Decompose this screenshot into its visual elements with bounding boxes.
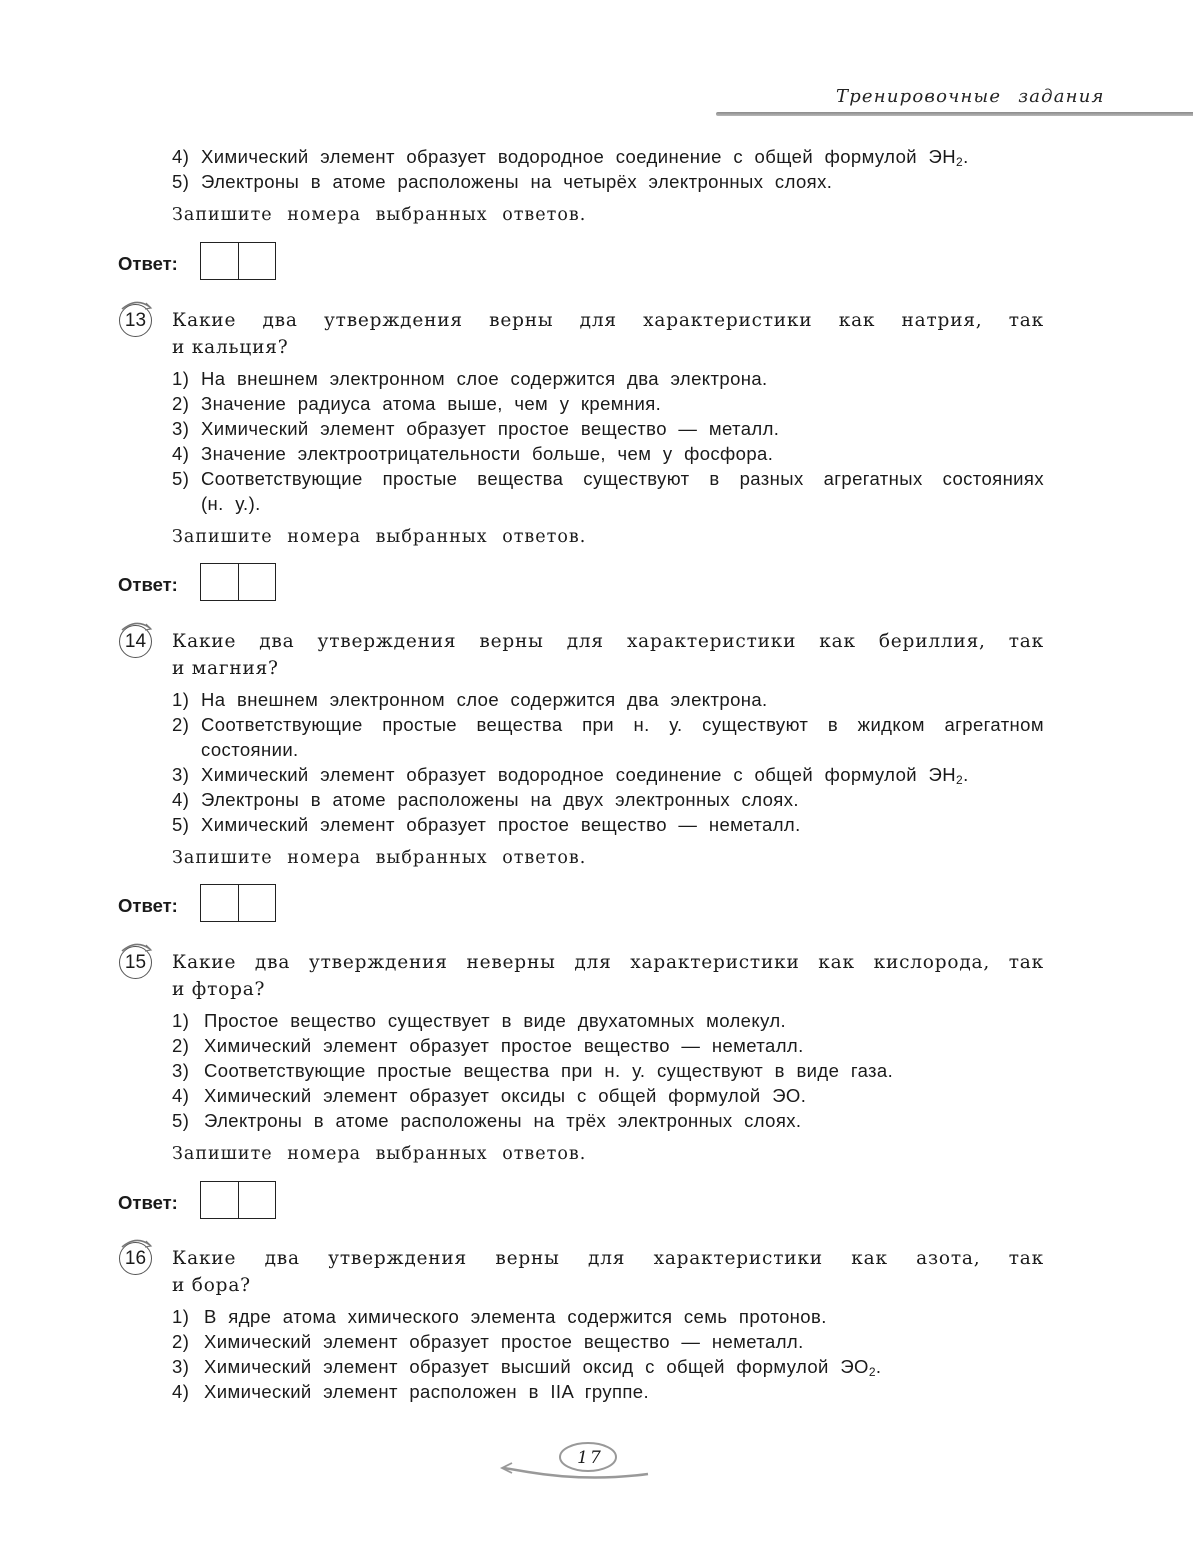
list-item: 5) Химический элемент образует простое вещество — неметалл. (172, 814, 801, 835)
question-text: Какие два утверждения неверны для характеристики как кислорода, так и фтора? (172, 952, 1044, 1000)
answer-label: Ответ: (118, 1192, 178, 1213)
answer-cell[interactable] (238, 1182, 276, 1218)
list-item: 2) Соответствующие простые вещества при н. у. существуют в жидком агрегатном (172, 714, 1044, 735)
question-number: 15 (119, 946, 152, 979)
question-number: 14 (119, 625, 152, 658)
list-item: 2) Химический элемент образует простое вещество — неметалл. (172, 1331, 804, 1352)
page-number: 17 (577, 1448, 603, 1468)
list-item: 3) Химический элемент образует водородное соединение с общей формулой $ЭН_2$. (172, 764, 969, 787)
answer-box[interactable] (200, 884, 276, 922)
running-header: Тренировочные задания (836, 86, 1105, 107)
cycle-arrow-icon (116, 299, 156, 311)
answer-cell[interactable] (238, 243, 276, 279)
answer-box[interactable] (200, 242, 276, 280)
list-item: 3) Химический элемент образует простое вещество — металл. (172, 418, 780, 439)
answer-cell[interactable] (238, 885, 276, 921)
question-number: 16 (119, 1242, 152, 1275)
list-item: 5) Соответствующие простые вещества существуют в разных агрегатных состояниях (172, 468, 1044, 489)
list-item-continuation: (н. у.). (201, 493, 261, 514)
instruction: Запишите номера выбранных ответов. (172, 527, 587, 547)
list-item: 1) В ядре атома химического элемента содержится семь протонов. (172, 1306, 827, 1327)
answer-label: Ответ: (118, 895, 178, 916)
instruction: Запишите номера выбранных ответов. (172, 848, 587, 868)
question-text: Какие два утверждения верны для характеристики как бериллия, так и магния? (172, 631, 1044, 679)
list-item: 1) Простое вещество существует в виде двухатомных молекул. (172, 1010, 787, 1031)
answer-label: Ответ: (118, 574, 178, 595)
cycle-arrow-icon (116, 620, 156, 632)
answer-cell[interactable] (201, 885, 238, 921)
list-item: 2) Химический элемент образует простое вещество — неметалл. (172, 1035, 804, 1056)
answer-cell[interactable] (201, 564, 238, 600)
question-text: Какие два утверждения верны для характеристики как азота, так и бора? (172, 1248, 1044, 1296)
answer-label: Ответ: (118, 253, 178, 274)
list-item: 5) Электроны в атоме расположены на трёх электронных слоях. (172, 1110, 802, 1131)
list-item: 4) Химический элемент образует оксиды с общей формулой ЭО. (172, 1085, 807, 1106)
list-item-continuation: состоянии. (201, 739, 299, 760)
instruction: Запишите номера выбранных ответов. (172, 1144, 587, 1164)
list-item: 1) На внешнем электронном слое содержится два электрона. (172, 368, 768, 389)
answer-cell[interactable] (201, 1182, 238, 1218)
cycle-arrow-icon (116, 941, 156, 953)
list-item: 5) Электроны в атоме расположены на четырёх электронных слоях. (172, 171, 833, 192)
list-item: 4) Электроны в атоме расположены на двух электронных слоях. (172, 789, 799, 810)
question-number: 13 (119, 304, 152, 337)
list-item: 2) Значение радиуса атома выше, чем у кремния. (172, 393, 662, 414)
list-item: 4) Химический элемент расположен в IIA группе. (172, 1381, 650, 1402)
answer-box[interactable] (200, 563, 276, 601)
list-item: 4) Химический элемент образует водородное соединение с общей формулой $ЭН_2$. (172, 146, 969, 169)
header-rule (716, 112, 1193, 116)
list-item: 3) Химический элемент образует высший оксид с общей формулой $ЭО_2$. (172, 1356, 882, 1379)
list-item: 1) На внешнем электронном слое содержится два электрона. (172, 689, 768, 710)
instruction: Запишите номера выбранных ответов. (172, 205, 587, 225)
answer-cell[interactable] (238, 564, 276, 600)
list-item: 3) Соответствующие простые вещества при н. у. существуют в виде газа. (172, 1060, 894, 1081)
cycle-arrow-icon (116, 1237, 156, 1249)
answer-cell[interactable] (201, 243, 238, 279)
list-item: 4) Значение электроотрицательности больше, чем у фосфора. (172, 443, 774, 464)
question-text: Какие два утверждения верны для характеристики как натрия, так и кальция? (172, 310, 1044, 358)
answer-box[interactable] (200, 1181, 276, 1219)
